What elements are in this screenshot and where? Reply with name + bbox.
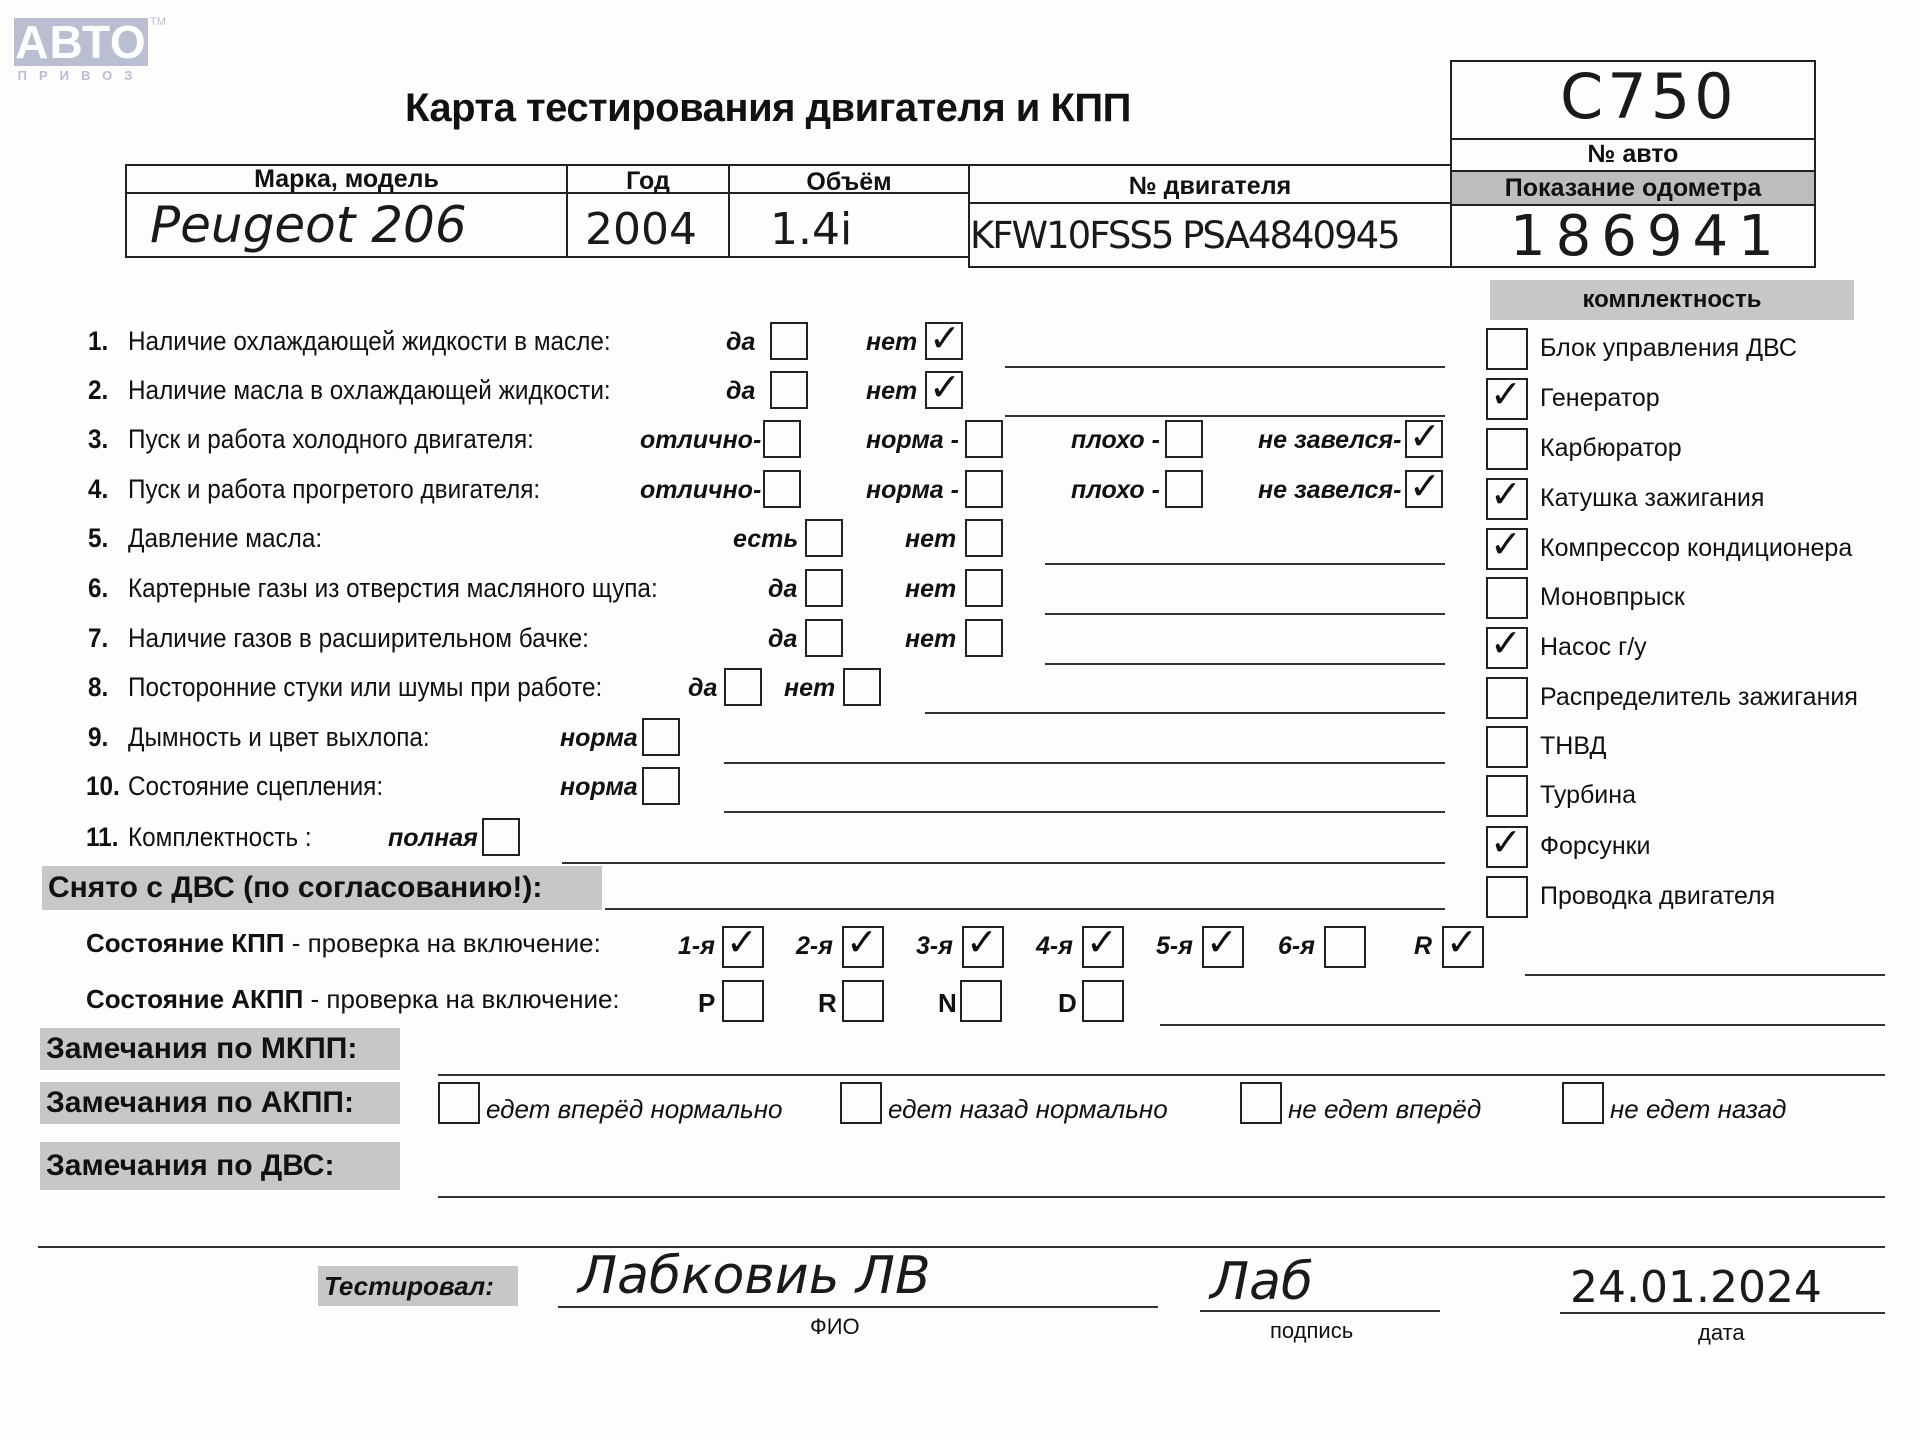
question-number: 5. xyxy=(88,523,109,553)
remarks-dvs-line[interactable] xyxy=(438,1196,1885,1198)
volume-label: Объём xyxy=(806,168,892,196)
akpp-mode-checkbox[interactable] xyxy=(842,980,884,1022)
question-option-label: полная xyxy=(388,824,478,852)
kit-checkbox[interactable] xyxy=(1486,472,1528,520)
question-checkbox[interactable] xyxy=(925,316,963,360)
akpp-mode-label: P xyxy=(698,988,716,1018)
kit-item-label: Форсунки xyxy=(1540,832,1651,860)
kpp-gear-label: 2-я xyxy=(796,932,833,960)
kit-checkbox[interactable] xyxy=(1486,820,1528,868)
question-checkbox-mark: ✓ xyxy=(1409,464,1441,508)
question-notes-line[interactable] xyxy=(1005,366,1445,368)
question-number: 2. xyxy=(88,375,109,405)
question-number: 3. xyxy=(88,424,109,454)
question-option-label: норма xyxy=(560,724,638,752)
question-option-label: отлично- xyxy=(640,476,762,504)
question-option-label: да xyxy=(726,377,756,405)
question-checkbox[interactable] xyxy=(965,619,1003,657)
kit-item-label: Генератор xyxy=(1540,384,1660,412)
question-option-label: нет xyxy=(866,377,918,405)
kit-checkbox[interactable] xyxy=(1486,328,1528,370)
question-notes-line[interactable] xyxy=(925,712,1445,714)
kpp-line[interactable] xyxy=(1525,974,1885,976)
kpp-gear-checkbox[interactable] xyxy=(1442,920,1484,968)
akpp-remark-checkbox[interactable] xyxy=(840,1082,882,1124)
question-number: 6. xyxy=(88,573,109,603)
kpp-gear-label: 3-я xyxy=(916,932,953,960)
question-checkbox[interactable] xyxy=(965,420,1003,458)
question-text: Давление масла: xyxy=(128,523,323,553)
question-number: 4. xyxy=(88,474,109,504)
kpp-label-bold: Состояние КПП xyxy=(86,928,285,958)
kpp-gear-label: 6-я xyxy=(1278,932,1315,960)
kit-item-label: Катушка зажигания xyxy=(1540,484,1765,512)
tested-name-caption: ФИО xyxy=(810,1314,860,1339)
question-option-label: нет xyxy=(784,674,836,702)
akpp-remark-label: едет назад нормально xyxy=(888,1094,1168,1124)
kpp-gear-checkbox-mark: ✓ xyxy=(846,920,878,964)
remarks-mkpp-line[interactable] xyxy=(438,1074,1885,1076)
akpp-label-bold: Состояние АКПП xyxy=(86,984,304,1014)
question-option-label: не завелся- xyxy=(1258,426,1402,454)
question-option-label: норма xyxy=(560,773,638,801)
logo-subtitle: ПРИВОЗ xyxy=(17,68,145,83)
kit-item-label: Проводка двигателя xyxy=(1540,882,1776,910)
question-text: Наличие газов в расширительном бачке: xyxy=(128,623,589,653)
question-option-label: нет xyxy=(905,525,957,553)
year-value[interactable]: 2004 xyxy=(585,204,697,255)
question-checkbox[interactable] xyxy=(482,818,520,856)
question-option-label: нет xyxy=(905,575,957,603)
kpp-gear-checkbox-mark: ✓ xyxy=(1206,920,1238,964)
page-title: Карта тестирования двигателя и КПП xyxy=(405,86,1131,130)
akpp-label-rest: - проверка на включение: xyxy=(303,984,620,1014)
question-checkbox[interactable] xyxy=(642,718,680,756)
question-checkbox[interactable] xyxy=(965,569,1003,607)
question-option-label: норма - xyxy=(866,476,959,504)
kit-checkbox[interactable] xyxy=(1486,726,1528,768)
kit-item-label: ТНВД xyxy=(1540,732,1607,760)
kpp-gear-checkbox[interactable] xyxy=(842,920,884,968)
remarks-akpp-label: Замечания по АКПП: xyxy=(40,1082,400,1124)
kit-checkbox[interactable] xyxy=(1486,621,1528,669)
tested-name[interactable]: Лабковиь ЛВ xyxy=(578,1246,931,1306)
kpp-gear-checkbox[interactable] xyxy=(1082,920,1124,968)
question-checkbox[interactable] xyxy=(770,322,808,360)
kit-checkbox[interactable] xyxy=(1486,677,1528,719)
logo: АВТО xyxy=(15,16,147,68)
kit-item-label: Компрессор кондиционера xyxy=(1540,534,1853,562)
separator-line xyxy=(38,1246,1885,1248)
akpp-mode-label: N xyxy=(938,988,957,1018)
year-label: Год xyxy=(626,167,670,195)
question-option-label: да xyxy=(688,674,718,702)
question-notes-line[interactable] xyxy=(562,862,1445,864)
akpp-label xyxy=(86,984,620,1015)
akpp-mode-label: D xyxy=(1058,988,1077,1018)
question-checkbox-mark: ✓ xyxy=(929,316,961,360)
kpp-gear-label: 4-я xyxy=(1036,932,1073,960)
kpp-gear-label: R xyxy=(1414,932,1433,960)
question-checkbox[interactable] xyxy=(763,470,801,508)
kit-checkbox[interactable] xyxy=(1486,522,1528,570)
question-checkbox[interactable] xyxy=(805,519,843,557)
kit-item-label: Моновпрыск xyxy=(1540,583,1685,611)
kpp-gear-checkbox-mark: ✓ xyxy=(966,920,998,964)
engine-label: № двигателя xyxy=(1128,172,1292,200)
kpp-label xyxy=(86,928,601,959)
question-option-label: нет xyxy=(905,625,957,653)
question-option-label: плохо - xyxy=(1071,476,1160,504)
question-checkbox[interactable] xyxy=(763,420,801,458)
question-text: Картерные газы из отверстия масляного щупа: xyxy=(128,573,658,603)
brand-value[interactable]: Peugeot 206 xyxy=(150,196,467,254)
odometer-value[interactable]: 186941 xyxy=(1510,204,1784,269)
akpp-mode-checkbox[interactable] xyxy=(1082,980,1124,1022)
question-number: 1. xyxy=(88,326,109,356)
question-option-label: да xyxy=(768,625,798,653)
odometer-label: Показание одометра xyxy=(1504,174,1762,202)
kpp-gear-label: 1-я xyxy=(678,932,715,960)
question-notes-line[interactable] xyxy=(1045,663,1445,665)
question-option-label: да xyxy=(726,328,756,356)
removed-label: Снято с ДВС (по согласованию!): xyxy=(42,866,602,910)
question-checkbox[interactable] xyxy=(843,668,881,706)
question-checkbox[interactable] xyxy=(724,668,762,706)
kpp-label-rest: - проверка на включение: xyxy=(284,928,601,958)
question-text: Дымность и цвет выхлопа: xyxy=(128,722,430,752)
question-number: 10. xyxy=(86,771,120,801)
kpp-gear-checkbox[interactable] xyxy=(1202,920,1244,968)
kpp-gear-checkbox-mark: ✓ xyxy=(726,920,758,964)
question-number: 7. xyxy=(88,623,109,653)
akpp-remark-label: не едет назад xyxy=(1610,1094,1787,1124)
akpp-remark-checkbox[interactable] xyxy=(1240,1082,1282,1124)
question-checkbox[interactable] xyxy=(1165,470,1203,508)
question-checkbox[interactable] xyxy=(965,470,1003,508)
kit-item-label: Карбюратор xyxy=(1540,434,1682,462)
question-number: 11. xyxy=(86,822,119,852)
question-text: Наличие охлаждающей жидкости в масле: xyxy=(128,326,611,356)
kit-item-label: Распределитель зажигания xyxy=(1540,683,1858,711)
question-number: 9. xyxy=(88,722,109,752)
kpp-gear-checkbox[interactable] xyxy=(962,920,1004,968)
question-text: Состояние сцепления: xyxy=(128,771,384,801)
kit-checkbox-mark: ✓ xyxy=(1490,621,1522,665)
kpp-gear-checkbox[interactable] xyxy=(722,920,764,968)
question-checkbox[interactable] xyxy=(965,519,1003,557)
akpp-mode-label: R xyxy=(818,988,837,1018)
tested-label: Тестировал: xyxy=(318,1266,518,1306)
question-checkbox[interactable] xyxy=(1405,414,1443,458)
question-checkbox[interactable] xyxy=(805,619,843,657)
question-checkbox[interactable] xyxy=(925,365,963,409)
engine-value[interactable]: KFW10FSS5 PSA4840945 xyxy=(970,214,1399,257)
kit-title: комплектность xyxy=(1490,280,1854,320)
question-option-label: да xyxy=(768,575,798,603)
question-notes-line[interactable] xyxy=(1045,613,1445,615)
akpp-remark-label: едет вперёд нормально xyxy=(486,1094,783,1124)
kit-item-label: Насос г/у xyxy=(1540,633,1647,661)
kit-item-label: Блок управления ДВС xyxy=(1540,334,1797,362)
question-option-label: отлично- xyxy=(640,426,762,454)
question-checkbox[interactable] xyxy=(1165,420,1203,458)
kpp-gear-checkbox-mark: ✓ xyxy=(1446,920,1478,964)
akpp-remark-checkbox[interactable] xyxy=(1562,1082,1604,1124)
tested-signature[interactable]: Лаб xyxy=(1210,1252,1314,1312)
akpp-mode-checkbox[interactable] xyxy=(722,980,764,1022)
kpp-gear-checkbox-mark: ✓ xyxy=(1086,920,1118,964)
akpp-remark-label: не едет вперёд xyxy=(1288,1094,1482,1124)
kpp-gear-checkbox[interactable] xyxy=(1324,926,1366,968)
question-notes-line[interactable] xyxy=(724,811,1445,813)
question-option-label: не завелся- xyxy=(1258,476,1402,504)
akpp-line[interactable] xyxy=(1160,1024,1885,1026)
question-checkbox[interactable] xyxy=(770,371,808,409)
tested-date-caption: дата xyxy=(1698,1320,1745,1345)
tested-date-line xyxy=(1560,1312,1885,1314)
kit-checkbox[interactable] xyxy=(1486,372,1528,420)
volume-value[interactable]: 1.4i xyxy=(770,204,853,255)
kit-checkbox[interactable] xyxy=(1486,775,1528,817)
logo-tm: TM xyxy=(150,16,166,28)
kpp-gear-label: 5-я xyxy=(1156,932,1193,960)
kit-checkbox-mark: ✓ xyxy=(1490,472,1522,516)
kit-checkbox[interactable] xyxy=(1486,577,1528,619)
question-checkbox-mark: ✓ xyxy=(929,365,961,409)
question-text: Пуск и работа прогретого двигателя: xyxy=(128,474,541,504)
question-checkbox[interactable] xyxy=(1405,464,1443,508)
kit-checkbox-mark: ✓ xyxy=(1490,522,1522,566)
question-text: Комплектность : xyxy=(128,822,312,852)
question-option-label: плохо - xyxy=(1071,426,1160,454)
car-number-label: № авто xyxy=(1587,140,1679,168)
question-option-label: нет xyxy=(866,328,918,356)
kit-checkbox[interactable] xyxy=(1486,428,1528,470)
kit-item-label: Турбина xyxy=(1540,781,1636,809)
brand-label: Марка, модель xyxy=(254,165,439,193)
kit-checkbox[interactable] xyxy=(1486,876,1528,918)
kit-checkbox-mark: ✓ xyxy=(1490,372,1522,416)
question-notes-line[interactable] xyxy=(1005,415,1445,417)
tested-sign-caption: подпись xyxy=(1270,1318,1354,1343)
question-checkbox[interactable] xyxy=(642,767,680,805)
remarks-dvs-label: Замечания по ДВС: xyxy=(40,1142,400,1190)
tested-sign-line xyxy=(1200,1310,1440,1312)
remarks-mkpp-label: Замечания по МКПП: xyxy=(40,1028,400,1070)
kit-checkbox-mark: ✓ xyxy=(1490,820,1522,864)
question-option-label: норма - xyxy=(866,426,959,454)
question-notes-line[interactable] xyxy=(1045,563,1445,565)
question-text: Наличие масла в охлаждающей жидкости: xyxy=(128,375,611,405)
question-number: 8. xyxy=(88,672,109,702)
akpp-mode-checkbox[interactable] xyxy=(960,980,1002,1022)
tested-name-line xyxy=(558,1306,1158,1308)
question-checkbox-mark: ✓ xyxy=(1409,414,1441,458)
removed-line[interactable] xyxy=(605,908,1445,910)
question-text: Посторонние стуки или шумы при работе: xyxy=(128,672,603,702)
tested-date[interactable]: 24.01.2024 xyxy=(1570,1262,1822,1313)
question-notes-line[interactable] xyxy=(724,762,1445,764)
question-text: Пуск и работа холодного двигателя: xyxy=(128,424,534,454)
akpp-remark-checkbox[interactable] xyxy=(438,1082,480,1124)
question-option-label: есть xyxy=(733,525,799,553)
question-checkbox[interactable] xyxy=(805,569,843,607)
car-number-value[interactable]: C750 xyxy=(1560,60,1738,133)
